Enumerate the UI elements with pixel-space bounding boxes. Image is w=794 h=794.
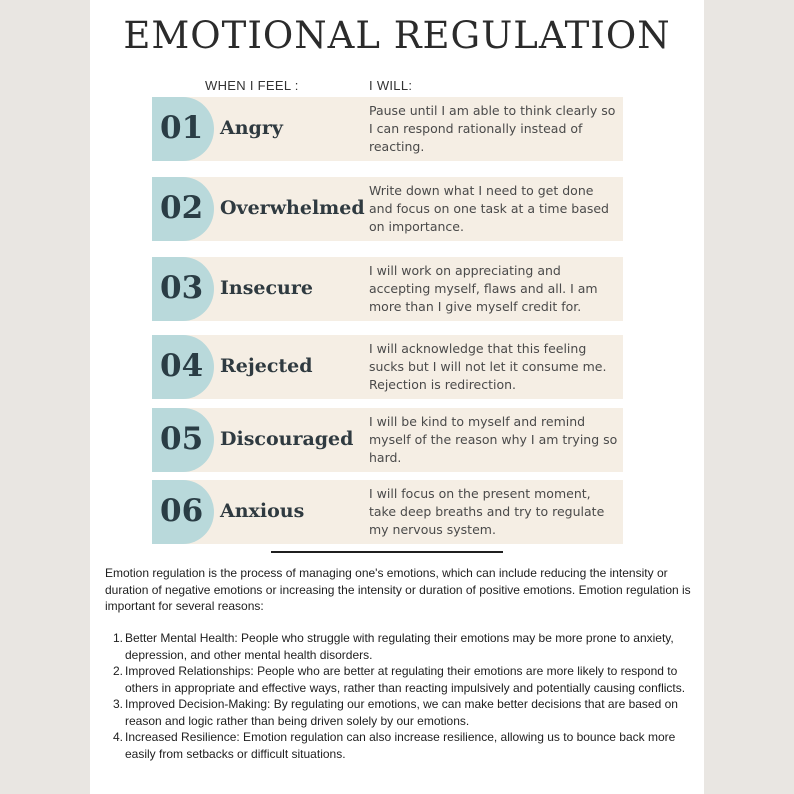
list-text: Increased Resilience: Emotion regulation can also increase resilience, allowing us to bounce back more easily from setbacks or difficult situations. xyxy=(125,730,676,761)
item-number: 04 xyxy=(160,348,204,384)
list-item xyxy=(152,97,623,161)
column-header-feel: WHEN I FEEL : xyxy=(205,78,299,93)
list-number: 4. xyxy=(113,730,124,744)
list-text: Improved Relationships: People who are better at regulating their emotions are more likely to respond to others in appropriate and effective ways, rather than reacting impulsively and potentially causing conflicts. xyxy=(125,664,686,695)
item-number: 01 xyxy=(160,110,204,146)
column-header-will: I WILL: xyxy=(369,78,413,93)
list-text: Better Mental Health: People who struggle with regulating their emotions may be more prone to anxiety, depression, and other mental health disorders. xyxy=(125,631,674,662)
item-feeling: Insecure xyxy=(220,277,313,299)
item-number: 05 xyxy=(160,421,204,457)
item-action: Pause until I am able to think clearly so I can respond rationally instead of reacting. xyxy=(369,103,616,154)
list-number: 1. xyxy=(113,631,124,645)
item-number: 06 xyxy=(160,493,204,529)
list-item xyxy=(105,663,695,696)
list-item xyxy=(152,408,623,472)
item-action: I will be kind to myself and remind myself of the reason why I am trying so hard. xyxy=(369,414,618,465)
item-action: I will focus on the present moment, take deep breaths and try to regulate my nervous system. xyxy=(369,486,605,537)
reasons-list xyxy=(105,630,695,762)
item-number: 02 xyxy=(160,190,204,226)
item-feeling: Discouraged xyxy=(220,428,354,450)
list-item xyxy=(152,335,623,399)
list-item xyxy=(105,696,695,729)
item-feeling: Rejected xyxy=(220,355,313,377)
list-item xyxy=(152,480,623,544)
page-title: EMOTIONAL REGULATION xyxy=(123,14,671,57)
list-item xyxy=(105,729,695,762)
item-feeling: Angry xyxy=(220,117,283,139)
item-action: Write down what I need to get done and focus on one task at a time based on importance. xyxy=(369,183,609,234)
list-number: 2. xyxy=(113,664,124,678)
list-number: 3. xyxy=(113,697,124,711)
item-number: 03 xyxy=(160,270,204,306)
worksheet-page xyxy=(90,0,704,794)
list-item xyxy=(152,257,623,321)
intro-paragraph: Emotion regulation is the process of managing one's emotions, which can include reducing the intensity or duration of negative emotions or increasing the intensity or duration of positive emotions. Emotion regulation is important for several reasons: xyxy=(105,566,691,613)
list-text: Improved Decision-Making: By regulating our emotions, we can make better decisions that are based on reason and logic rather than being driven solely by our emotions. xyxy=(125,697,678,728)
item-action: I will acknowledge that this feeling sucks but I will not let it consume me. Rejection is redirection. xyxy=(369,341,607,392)
item-feeling: Overwhelmed xyxy=(220,197,365,219)
item-feeling: Anxious xyxy=(220,500,305,522)
list-item xyxy=(105,630,695,663)
item-action: I will work on appreciating and accepting myself, flaws and all. I am more than I give myself credit for. xyxy=(369,263,598,314)
list-item xyxy=(152,177,623,241)
section-divider xyxy=(271,551,503,553)
